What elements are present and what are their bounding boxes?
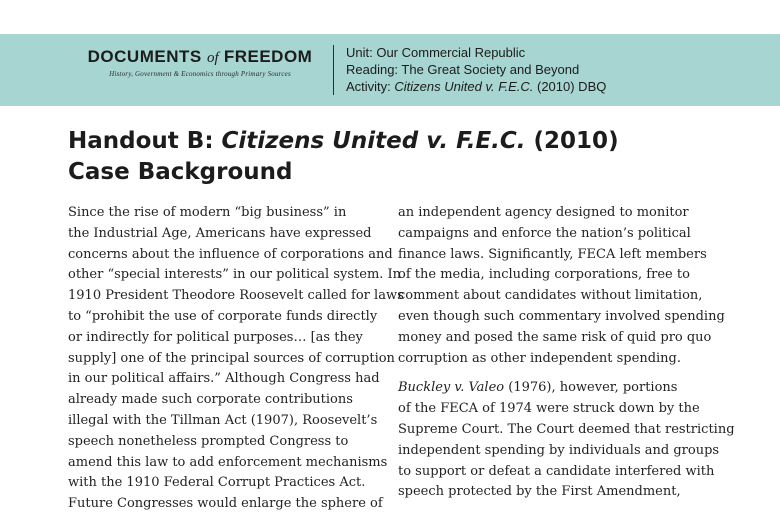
handout-title-suffix: (2010) (525, 128, 619, 154)
text-line: speech protected by the First Amendment, (398, 484, 681, 500)
text-line: an independent agency designed to monitor (398, 205, 689, 220)
text-line: to support or defeat a candidate interfered with (398, 463, 715, 479)
text-line: 1910 President Theodore Roosevelt called for laws (68, 288, 404, 304)
text-span: (1976), however, portions (504, 380, 678, 396)
brand-title (75, 46, 325, 69)
unit-info (346, 44, 606, 95)
text-line: finance laws. Significantly, FECA left members (398, 246, 707, 262)
text-line: Future Congresses would enlarge the sphere of (68, 496, 383, 512)
handout-title-case: Citizens United v. F.E.C. (221, 128, 526, 154)
text-line: already made such corporate contributions (68, 392, 353, 408)
text-line: in our political affairs.” Although Congress had (68, 371, 380, 387)
text-line: the Industrial Age, Americans have expressed (68, 225, 372, 241)
brand-title-main: DOCUMENTS (87, 47, 202, 66)
activity-suffix: (2010) DBQ (533, 79, 607, 94)
activity-prefix: Activity: (346, 79, 395, 94)
left-column (68, 203, 404, 515)
text-line: Supreme Court. The Court deemed that restricting (398, 421, 735, 437)
text-line: independent spending by individuals and groups (398, 442, 720, 458)
header-divider (333, 45, 334, 95)
text-line: of the FECA of 1974 were struck down by the (398, 401, 700, 417)
text-line: or indirectly for political purposes… [as they (68, 329, 363, 345)
text-line: even though such commentary involved spending (398, 308, 725, 324)
text-line (398, 378, 728, 399)
text-line: concerns about the influence of corporations and (68, 246, 393, 262)
text-line: to “prohibit the use of corporate funds directly (68, 308, 378, 324)
activity-case: Citizens United v. F.E.C. (394, 79, 534, 94)
handout-title (68, 126, 619, 157)
case-name: Buckley v. Valeo (398, 380, 505, 396)
top-margin (0, 0, 780, 34)
text-line: speech nonetheless prompted Congress to (68, 433, 349, 449)
text-line: campaigns and enforce the nation’s political (398, 225, 691, 241)
handout-title-prefix: Handout B: (68, 128, 222, 154)
brand-subtitle: History, Government & Economics through Primary Sources (109, 70, 291, 78)
header-banner (0, 34, 780, 106)
paragraph-gap (398, 369, 728, 378)
brand-logo (75, 46, 325, 79)
text-line: of the media, including corporations, free to (398, 267, 690, 283)
text-line: money and posed the same risk of quid pro quo (398, 329, 712, 345)
handout-subtitle: Case Background (68, 159, 293, 185)
text-line: other “special interests” in our political system. In (68, 267, 402, 283)
text-line: Since the rise of modern “big business” in (68, 205, 347, 220)
page-title (68, 126, 619, 188)
text-line: amend this law to add enforcement mechanisms (68, 454, 388, 470)
text-line: supply] one of the principal sources of corruption (68, 350, 395, 366)
right-column (398, 203, 735, 503)
unit-line: Unit: Our Commercial Republic (346, 45, 526, 60)
text-line: corruption as other independent spending. (398, 350, 682, 366)
brand-title-of: of (206, 50, 219, 66)
brand-title-end: FREEDOM (223, 47, 313, 66)
reading-line: Reading: The Great Society and Beyond (346, 62, 580, 77)
activity-line (346, 78, 606, 95)
text-line: illegal with the Tillman Act (1907), Roosevelt’s (68, 412, 378, 428)
text-line: with the 1910 Federal Corrupt Practices Act. (68, 475, 366, 491)
text-line: comment about candidates without limitation, (398, 288, 703, 304)
